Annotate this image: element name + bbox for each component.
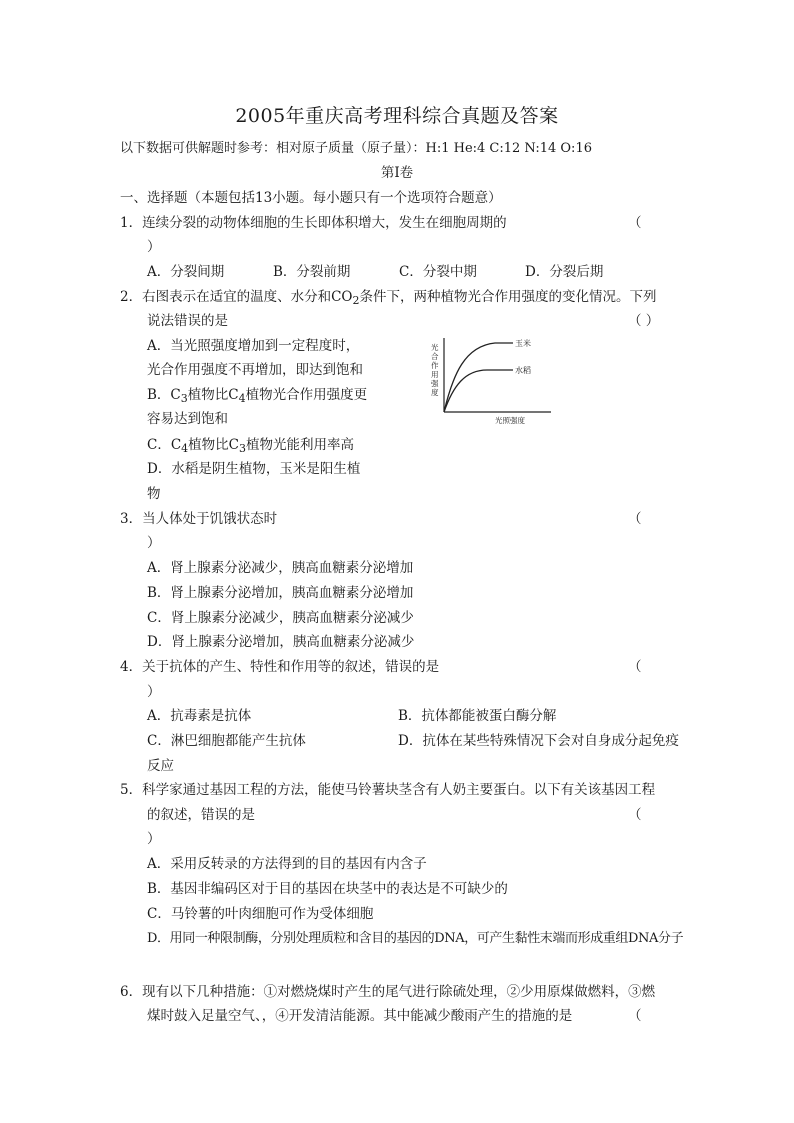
series-line-rice — [444, 370, 513, 412]
answer-paren-open: （ — [628, 807, 642, 823]
option-b: B．分裂前期 — [273, 264, 351, 280]
option-d: D．分裂后期 — [525, 264, 604, 280]
question-stem: 5．科学家通过基因工程的方法，能使马铃薯块茎含有人奶主要蛋白。以下有关该基因工程 — [120, 782, 656, 798]
question-stem: 1．连续分裂的动物体细胞的生长即体积增大，发生在细胞周期的 — [120, 215, 507, 231]
option-a: A．抗毒素是抗体 — [147, 708, 252, 724]
option-d: D．水稻是阴生植物，玉米是阳生植 — [147, 461, 361, 477]
option-c: C．马铃薯的叶肉细胞可作为受体细胞 — [147, 906, 374, 922]
question-stem: 6．现有以下几种措施：①对燃烧煤时产生的尾气进行除硫处理，②少用原煤做燃料，③燃 — [120, 984, 656, 1000]
option-b: B．$C_3$植物比$C_4$植物光合作用强度更 — [147, 387, 368, 405]
reference-note: 以下数据可供解题时参考：相对原子质量（原子量）：H:1 He:4 C:12 N:14 O:16 — [120, 141, 592, 156]
page-title: 2005年重庆高考理科综合真题及答案 — [235, 105, 559, 127]
answer-paren-close: ） — [147, 239, 161, 255]
option-b-cont: 容易达到饱和 — [147, 411, 228, 427]
y-axis-label-char: 度 — [431, 388, 439, 397]
volume-heading: 第Ⅰ卷 — [380, 165, 414, 181]
y-axis-label-char: 作 — [431, 361, 439, 370]
answer-paren-close: ） — [147, 831, 161, 847]
answer-paren-open: （ — [628, 659, 642, 675]
option-a: A．分裂间期 — [147, 264, 225, 280]
answer-paren-close: ） — [147, 684, 161, 700]
option-d: D．抗体在某些特殊情况下会对自身成分起免疫 — [398, 733, 679, 749]
question-stem-line2: 的叙述，错误的是 — [147, 807, 255, 823]
x-axis-label: 光照强度 — [495, 416, 525, 425]
option-b: B．基因非编码区对于目的基因在块茎中的表达是不可缺少的 — [147, 881, 508, 897]
option-c: C．淋巴细胞都能产生抗体 — [147, 733, 306, 749]
option-a: A．采用反转录的方法得到的目的基因有内含子 — [147, 856, 427, 872]
answer-paren-open: （ — [628, 215, 642, 231]
series-line-maize — [444, 343, 513, 412]
y-axis-label-char: 光 — [431, 343, 439, 352]
option-c: C．肾上腺素分泌减少，胰高血糖素分泌减少 — [147, 610, 414, 626]
question-stem: 2．右图表示在适宜的温度、水分和$CO_2$条件下，两种植物光合作用强度的变化情况。下列 — [120, 289, 657, 307]
series-label-rice: 水稻 — [515, 366, 531, 375]
photosynthesis-graph — [425, 330, 555, 430]
option-a-cont: 光合作用强度不再增加，即达到饱和 — [147, 362, 363, 378]
y-axis-label-char: 强 — [431, 379, 439, 388]
answer-paren-close: ） — [147, 535, 161, 551]
answer-paren-open: （ — [628, 1008, 642, 1024]
y-axis-label-char: 合 — [431, 352, 439, 361]
option-b: B．肾上腺素分泌增加，胰高血糖素分泌增加 — [147, 585, 414, 601]
question-stem: 4．关于抗体的产生、特性和作用等的叙述，错误的是 — [120, 659, 440, 675]
answer-paren: （ ） — [628, 313, 660, 329]
option-d: D．用同一种限制酶，分别处理质粒和含目的基因的DNA，可产生黏性末端而形成重组DNA分子 — [147, 931, 684, 946]
option-c: C．分裂中期 — [399, 264, 477, 280]
answer-paren-open: （ — [628, 511, 642, 527]
option-c: C．$C_4$植物比$C_3$植物光能利用率高 — [147, 437, 355, 455]
y-axis-label-char: 用 — [431, 370, 439, 379]
question-stem-line2: 说法错误的是 — [147, 313, 228, 329]
option-b: B．抗体都能被蛋白酶分解 — [398, 708, 557, 724]
option-a: A．肾上腺素分泌减少，胰高血糖素分泌增加 — [147, 560, 414, 576]
option-d: D．肾上腺素分泌增加，胰高血糖素分泌减少 — [147, 634, 415, 650]
option-d-cont: 反应 — [147, 758, 174, 774]
section-heading: 一、选择题（本题包括13小题。每小题只有一个选项符合题意） — [120, 190, 502, 206]
option-d-cont: 物 — [147, 486, 161, 502]
question-stem-line2: 煤时鼓入足量空气、，④开发清洁能源。其中能减少酸雨产生的措施的是 — [147, 1008, 573, 1024]
question-stem: 3．当人体处于饥饿状态时 — [120, 511, 278, 527]
series-label-maize: 玉米 — [515, 339, 531, 348]
option-a: A．当光照强度增加到一定程度时， — [147, 338, 360, 354]
